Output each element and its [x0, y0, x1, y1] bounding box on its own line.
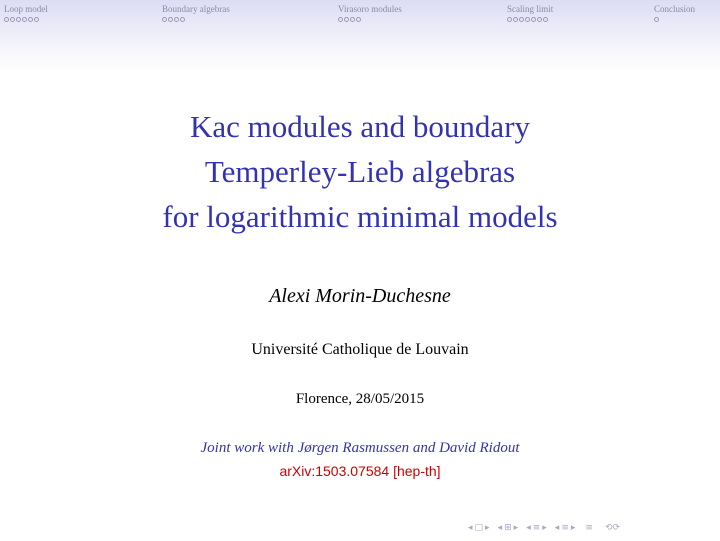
frame-dot[interactable]: [10, 17, 15, 22]
section-loop-model[interactable]: Loop model: [4, 4, 48, 14]
section-dots-scaling-limit: [507, 17, 548, 22]
nav-next-subsection-icon[interactable]: ▸: [513, 523, 519, 533]
nav-prev-frame-icon[interactable]: □: [474, 523, 484, 533]
frame-dot[interactable]: [537, 17, 542, 22]
navigation-bar: [468, 522, 622, 534]
section-scaling-limit[interactable]: Scaling limit: [507, 4, 554, 14]
section-dots-loop-model: [4, 17, 39, 22]
frame-dot[interactable]: [168, 17, 173, 22]
nav-prev-subsection-icon[interactable]: ◂: [497, 523, 503, 533]
nav-next-section-icon[interactable]: ▸: [542, 523, 547, 533]
section-boundary-algebras[interactable]: Boundary algebras: [162, 4, 230, 14]
section-virasoro-modules[interactable]: Virasoro modules: [338, 4, 402, 14]
frame-dot[interactable]: [507, 17, 512, 22]
frame-dot[interactable]: [174, 17, 179, 22]
nav-first-icon[interactable]: ◂: [468, 523, 473, 533]
section-dots-conclusion: [654, 17, 659, 22]
frame-dot[interactable]: [338, 17, 343, 22]
nav-search-icon[interactable]: ⟲⟳: [604, 523, 621, 533]
nav-subsection-icon[interactable]: ⊞: [504, 523, 512, 533]
nav-prev-section-icon[interactable]: ◂: [526, 523, 531, 533]
frame-dot[interactable]: [28, 17, 33, 22]
nav-section-icon[interactable]: ≡: [532, 523, 541, 533]
institution: Université Catholique de Louvain: [251, 341, 469, 358]
nav-next-frame-icon[interactable]: ▸: [485, 523, 490, 533]
nav-next-part-icon[interactable]: ▸: [570, 523, 576, 533]
section-dots-virasoro-modules: [338, 17, 361, 22]
nav-part-icon[interactable]: ≡: [561, 523, 569, 533]
frame-dot[interactable]: [513, 17, 518, 22]
frame-dot[interactable]: [162, 17, 167, 22]
section-conclusion[interactable]: Conclusion: [654, 4, 696, 14]
frame-dot[interactable]: [34, 17, 39, 22]
frame-dot[interactable]: [519, 17, 524, 22]
joint-work: Joint work with Jørgen Rasmussen and David Ridout: [200, 440, 520, 456]
frame-dot[interactable]: [356, 17, 361, 22]
frame-dot[interactable]: [525, 17, 530, 22]
frame-dot[interactable]: [350, 17, 355, 22]
title-line-3: for logarithmic minimal models: [162, 199, 558, 234]
frame-dot[interactable]: [180, 17, 185, 22]
author-name: Alexi Morin-Duchesne: [269, 285, 451, 307]
arxiv-link[interactable]: arXiv:1503.07584 [hep-th]: [279, 463, 441, 479]
headline-bar: [0, 0, 720, 72]
section-dots-boundary-algebras: [162, 17, 185, 22]
frame-dot[interactable]: [16, 17, 21, 22]
frame-dot[interactable]: [543, 17, 548, 22]
title-line-1: Kac modules and boundary: [189, 109, 531, 144]
nav-prev-part-icon[interactable]: ◂: [554, 523, 560, 533]
frame-dot[interactable]: [654, 17, 659, 22]
nav-outline-icon[interactable]: ≡: [585, 523, 593, 533]
frame-dot[interactable]: [344, 17, 349, 22]
frame-dot[interactable]: [4, 17, 9, 22]
frame-dot[interactable]: [531, 17, 536, 22]
frame-dot[interactable]: [22, 17, 27, 22]
title-line-2: Temperley-Lieb algebras: [204, 154, 516, 189]
place-date: Florence, 28/05/2015: [295, 391, 425, 407]
